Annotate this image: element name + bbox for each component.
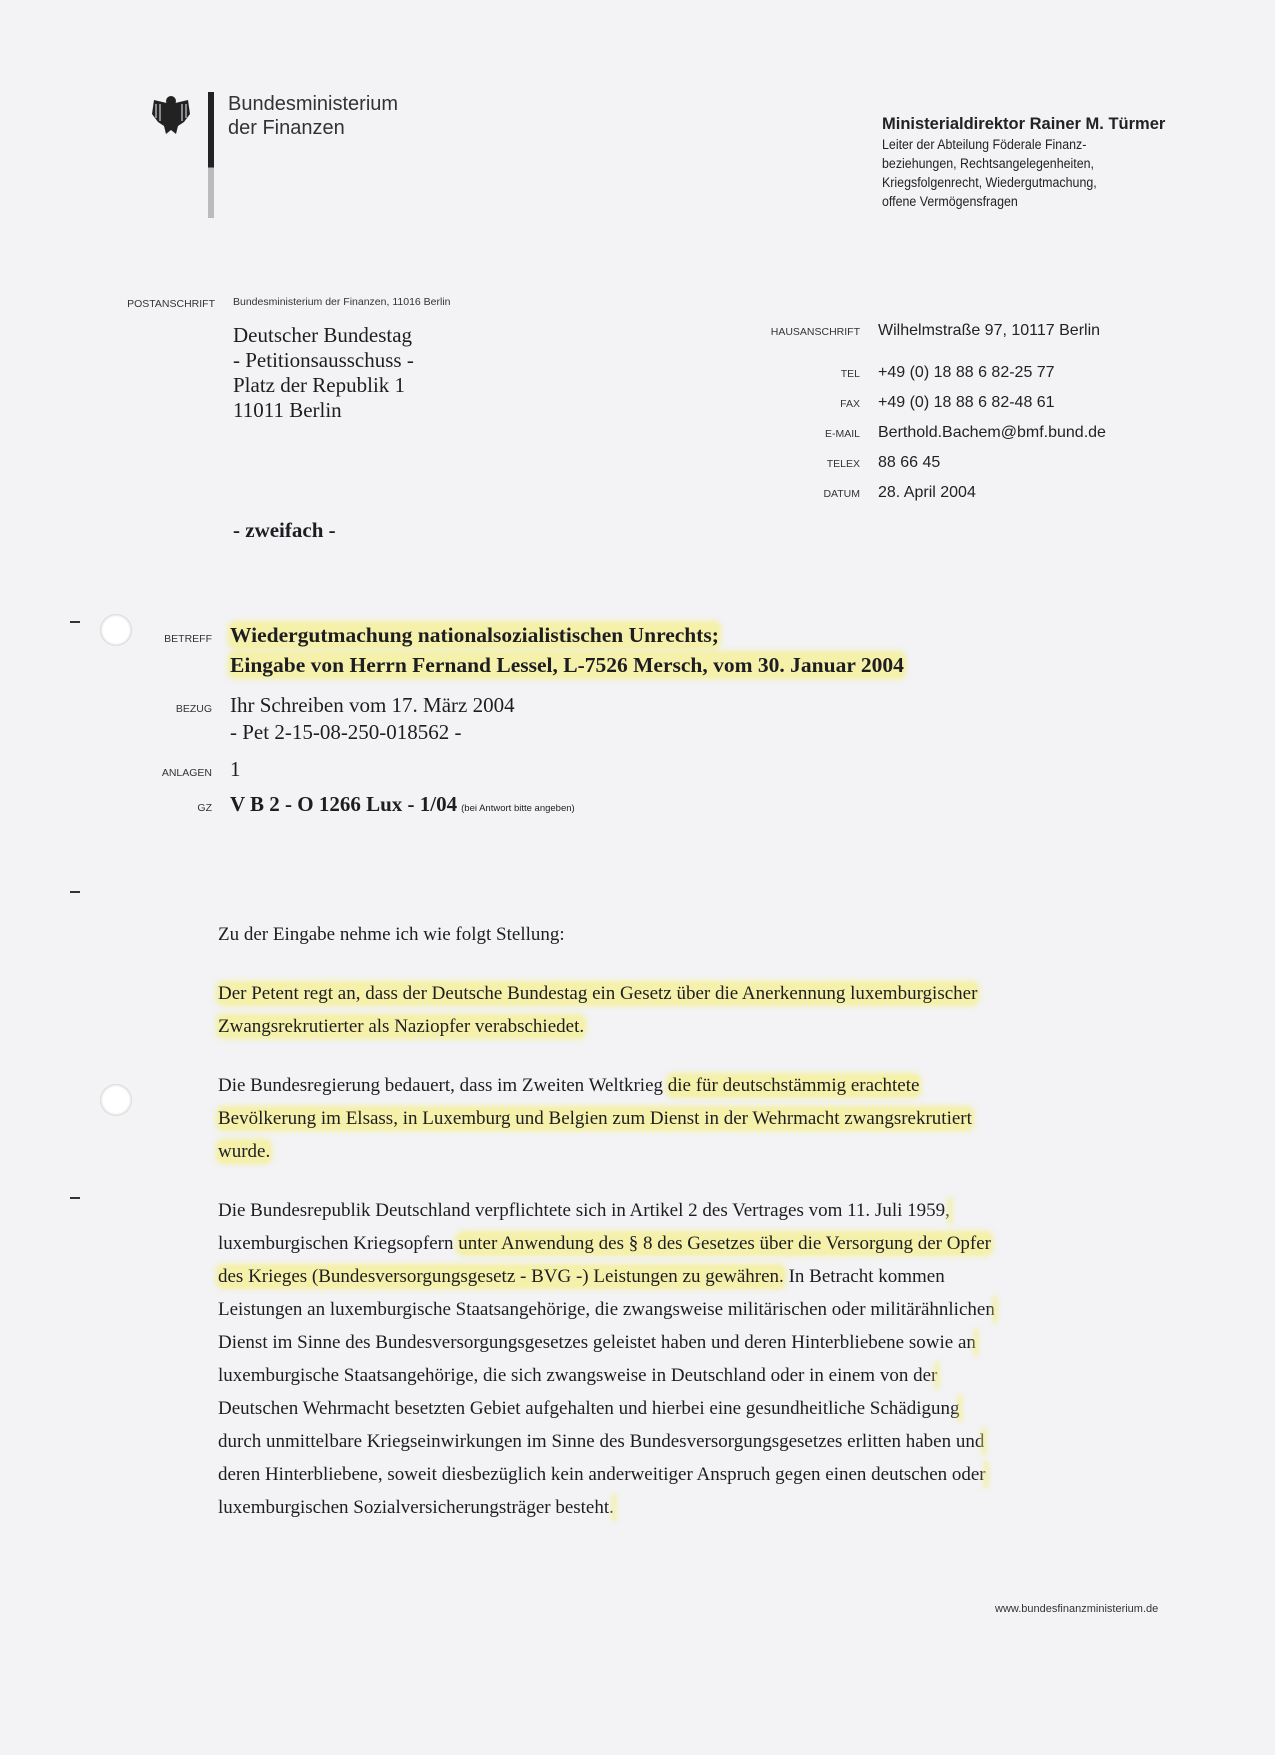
ministry-name bbox=[228, 92, 398, 140]
text-line bbox=[218, 1392, 1218, 1425]
text-line bbox=[218, 1293, 1218, 1326]
email-label: E-MAIL bbox=[824, 428, 860, 440]
intro-paragraph: Zu der Eingabe nehme ich wie folgt Stellung: bbox=[218, 924, 565, 945]
fold-mark bbox=[70, 891, 80, 893]
highlighted-text: des Krieges (Bundesversorgungsgesetz - BVG -) Leistungen zu gewähren. bbox=[218, 1266, 784, 1287]
highlighted-text: Der Petent regt an, dass der Deutsche Bundestag ein Gesetz über die Anerkennung luxemburgischer bbox=[218, 983, 978, 1004]
text-line bbox=[218, 1491, 1218, 1524]
paragraph-2 bbox=[218, 1069, 1218, 1168]
federal-eagle-logo bbox=[150, 92, 192, 138]
hausanschrift-label: HAUSANSCHRIFT bbox=[770, 326, 860, 338]
betreff-line2: Eingabe von Herrn Fernand Lessel, L-7526 Mersch, vom 30. Januar 2004 bbox=[230, 653, 904, 677]
recipient-address bbox=[233, 323, 414, 423]
text-line bbox=[218, 1260, 1218, 1293]
recipient-line: Deutscher Bundestag bbox=[233, 323, 413, 347]
datum-label: DATUM bbox=[823, 488, 860, 500]
email-value: Berthold.Bachem@bmf.bund.de bbox=[878, 424, 1106, 441]
director-name: Ministerialdirektor Rainer M. Türmer bbox=[882, 115, 1166, 133]
text-segment: luxemburgischen Kriegsopfern bbox=[218, 1233, 459, 1254]
director-desc-1: Leiter der Abteilung Föderale Finanz- bbox=[882, 137, 1087, 152]
text-line bbox=[218, 1359, 1218, 1392]
ministry-line2: der Finanzen bbox=[228, 117, 345, 139]
postanschrift-label: POSTANSCHRIFT bbox=[127, 298, 215, 310]
highlighted-text: die für deutschstämmig erachtete bbox=[667, 1075, 920, 1096]
gz-note: (bei Antwort bitte angeben) bbox=[461, 803, 575, 814]
text-line bbox=[218, 1458, 1218, 1491]
text-segment: luxemburgische Staatsangehörige, die sich zwangsweise in Deutschland oder in einem von der bbox=[218, 1365, 938, 1386]
gz-value: V B 2 - O 1266 Lux - 1/04 bbox=[230, 792, 458, 816]
recipient-line: 11011 Berlin bbox=[233, 398, 342, 422]
punch-hole bbox=[100, 1084, 132, 1116]
highlighted-text: Bevölkerung im Elsass, in Luxemburg und Belgien zum Dienst in der Wehrmacht zwangsrekrutiert bbox=[218, 1108, 972, 1129]
bezug-label: BEZUG bbox=[175, 703, 212, 715]
fax-value: +49 (0) 18 88 6 82-48 61 bbox=[878, 394, 1055, 411]
paragraph-1 bbox=[218, 977, 1218, 1043]
recipient-line: Platz der Republik 1 bbox=[233, 373, 406, 397]
postanschrift-text: Bundesministerium der Finanzen, 11016 Berlin bbox=[233, 296, 451, 308]
datum-value: 28. April 2004 bbox=[878, 484, 976, 501]
text-segment: durch unmittelbare Kriegseinwirkungen im Sinne des Bundesversorgungsgesetzes erlitten haben und bbox=[218, 1431, 985, 1452]
text-segment: Die Bundesregierung bedauert, dass im Zweiten Weltkrieg bbox=[218, 1075, 668, 1096]
anlagen-value: 1 bbox=[230, 757, 241, 781]
footer-url: www.bundesfinanzministerium.de bbox=[995, 1603, 1159, 1615]
text-line bbox=[218, 1135, 1218, 1168]
text-segment: deren Hinterbliebene, soweit diesbezüglich kein anderweitiger Anspruch gegen einen deutschen oder bbox=[218, 1464, 986, 1485]
highlighted-text: wurde. bbox=[218, 1141, 271, 1162]
bezug-line1: Ihr Schreiben vom 17. März 2004 bbox=[230, 693, 515, 717]
betreff-line1: Wiedergutmachung nationalsozialistischen Unrechts; bbox=[230, 623, 719, 647]
text-line bbox=[218, 977, 1218, 1010]
letter-meta bbox=[40, 620, 904, 818]
text-line bbox=[218, 1102, 1218, 1135]
text-line bbox=[218, 1069, 1218, 1102]
telex-label: TELEX bbox=[826, 458, 860, 470]
text-line bbox=[218, 1326, 1218, 1359]
ministry-line1: Bundesministerium bbox=[228, 93, 399, 115]
gz-label: GZ bbox=[197, 802, 212, 814]
highlighted-text: Zwangsrekrutierter als Naziopfer verabschiedet. bbox=[218, 1016, 585, 1037]
director-desc-2: beziehungen, Rechtsangelegenheiten, bbox=[882, 156, 1095, 171]
text-segment: luxemburgischen Sozialversicherungsträger besteht. bbox=[218, 1497, 614, 1518]
hausanschrift-value: Wilhelmstraße 97, 10117 Berlin bbox=[878, 322, 1101, 339]
fold-mark bbox=[70, 1197, 80, 1199]
text-segment: In Betracht kommen bbox=[783, 1266, 945, 1287]
copies-note: - zweifach - bbox=[233, 518, 336, 542]
text-line bbox=[218, 1227, 1218, 1260]
paragraph-3 bbox=[218, 1194, 1218, 1524]
text-line bbox=[218, 1425, 1218, 1458]
contact-block bbox=[700, 322, 1106, 514]
fax-label: FAX bbox=[840, 398, 860, 410]
text-segment: Deutschen Wehrmacht besetzten Gebiet aufgehalten und hierbei eine gesundheitliche Schädigung bbox=[218, 1398, 960, 1419]
text-segment: Die Bundesrepublik Deutschland verpflichtete sich in Artikel 2 des Vertrages vom 11. Juli 1959, bbox=[218, 1200, 950, 1221]
betreff-label: BETREFF bbox=[164, 633, 212, 645]
text-segment: Leistungen an luxemburgische Staatsangehörige, die zwangsweise militärischen oder militärähnlichen bbox=[218, 1299, 995, 1320]
bezug-line2: - Pet 2-15-08-250-018562 - bbox=[230, 720, 462, 744]
text-line bbox=[218, 1194, 1218, 1227]
telex-value: 88 66 45 bbox=[878, 454, 941, 471]
tel-label: TEL bbox=[840, 368, 860, 380]
director-block bbox=[882, 114, 1165, 211]
highlighted-text: unter Anwendung des § 8 des Gesetzes über die Versorgung der Opfer bbox=[458, 1233, 992, 1254]
letter-body bbox=[218, 918, 1218, 1550]
director-desc-3: Kriegsfolgenrecht, Wiedergutmachung, bbox=[882, 175, 1097, 190]
tel-value: +49 (0) 18 88 6 82-25 77 bbox=[878, 364, 1055, 381]
anlagen-label: ANLAGEN bbox=[161, 767, 212, 779]
director-desc-4: offene Vermögensfragen bbox=[882, 194, 1018, 209]
text-segment: Dienst im Sinne des Bundesversorgungsgesetzes geleistet haben und deren Hinterbliebene sowie an bbox=[218, 1332, 976, 1353]
logo-bar bbox=[208, 92, 214, 218]
text-line bbox=[218, 1010, 1218, 1043]
recipient-line: - Petitionsausschuss - bbox=[233, 348, 414, 372]
